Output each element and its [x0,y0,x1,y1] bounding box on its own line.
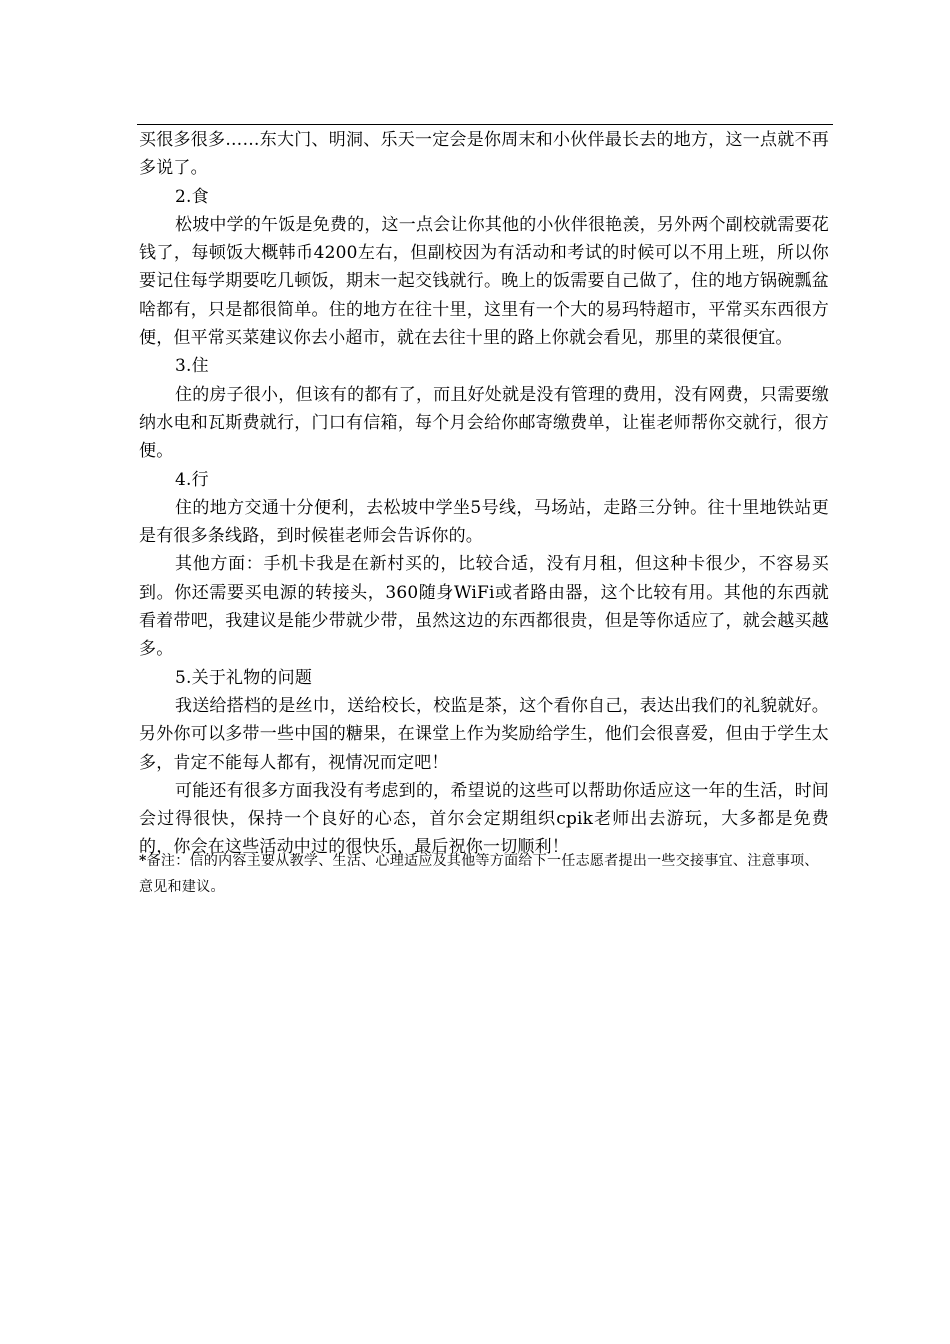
paragraph-continued: 买很多很多……东大门、明洞、乐天一定会是你周末和小伙伴最长去的地方，这一点就不再多说了。 [139,130,829,179]
letter-body [139,126,829,862]
heading-transport: 4.行 [175,469,209,490]
heading-housing: 3.住 [175,356,209,377]
header-rule [137,124,833,125]
footnote-body: 备注：信的内容主要从教学、生活、心理适应及其他等方面给下一任志愿者提出一些交接事宜、注意事项、意见和建议。 [139,853,819,895]
heading-gifts: 5.关于礼物的问题 [175,667,313,688]
paragraph-food: 松坡中学的午饭是免费的，这一点会让你其他的小伙伴很艳羡，另外两个副校就需要花钱了，每顿饭大概韩币4200左右，但副校因为有活动和考试的时候可以不用上班，所以你要记住每学期要吃几顿饭，期末一起交钱就行。晚上的饭需要自己做了，住的地方锅碗瓢盆啥都有，只是都很简单。住的地方在往十里，这里有一个大的易玛特超市，平常买东西很方便，但平常买菜建议你去小超市，就在去往十里的路上你就会看见，那里的菜很便宜。 [139,214,829,349]
heading-food: 2.食 [175,186,209,207]
paragraph-transport: 住的地方交通十分便利，去松坡中学坐5号线，马场站，走路三分钟。往十里地铁站更是有很多条线路，到时候崔老师会告诉你的。 [139,497,829,547]
footnote-star: * [139,853,147,869]
paragraph-gifts: 我送给搭档的是丝巾，送给校长，校监是茶，这个看你自己，表达出我们的礼貌就好。另外你可以多带一些中国的糖果，在课堂上作为奖励给学生，他们会很喜爱，但由于学生太多，肯定不能每人都有，视情况而定吧！ [139,695,829,773]
paragraph-housing: 住的房子很小，但该有的都有了，而且好处就是没有管理的费用，没有网费，只需要缴纳水电和瓦斯费就行，门口有信箱，每个月会给你邮寄缴费单，让崔老师帮你交就行，很方便。 [139,384,829,462]
paragraph-closing: 可能还有很多方面我没有考虑到的，希望说的这些可以帮助你适应这一年的生活，时间会过得很快，保持一个良好的心态，首尔会定期组织cpik老师出去游玩，大多都是免费的，你会在这些活动中过的很快乐，最后祝你一切顺利！ [139,780,829,858]
paragraph-other: 其他方面：手机卡我是在新村买的，比较合适，没有月租，但这种卡很少，不容易买到。你还需要买电源的转接头，360随身WiFi或者路由器，这个比较有用。其他的东西就看着带吧，我建议是能少带就少带，虽然这边的东西都很贵，但是等你适应了，就会越买越多。 [139,554,829,660]
footnote [139,848,819,900]
footnote-text [139,848,819,900]
